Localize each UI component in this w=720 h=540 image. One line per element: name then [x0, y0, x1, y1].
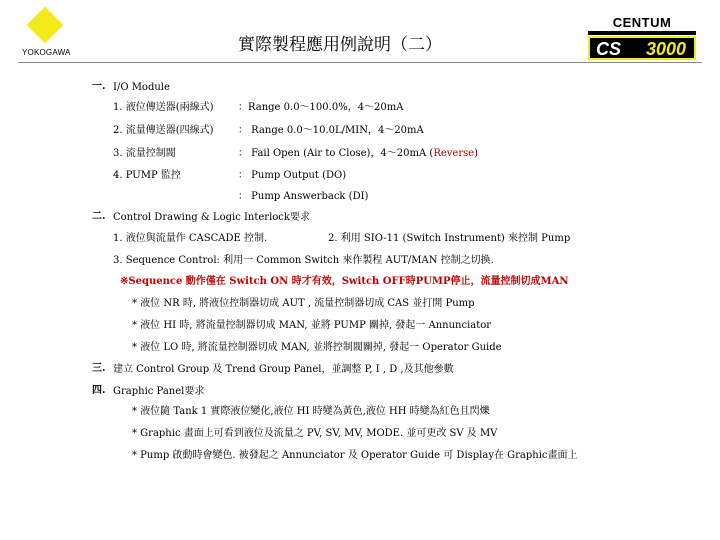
section2-bullet1: * 液位 NR 時, 將液位控制器切成 AUT , 流量控制器切成 CAS 並打開 Pump	[132, 298, 475, 309]
section1-item4-label: 4. PUMP 監控	[113, 170, 181, 181]
brand-bottom	[588, 36, 696, 60]
section1-title: I/O Module	[113, 82, 170, 93]
section1-item4-extra: ： Pump Answerback (DI)	[238, 191, 369, 202]
yokogawa-logo	[22, 10, 70, 58]
sequence-note: ※Sequence 動作僅在 Switch ON 時才有效，Switch OFF時PUMP停止，流量控制切成MAN	[120, 276, 569, 287]
reverse-text: Reverse	[433, 148, 475, 159]
section4-title: Graphic Panel要求	[113, 386, 205, 397]
section2-title: Control Drawing & Logic Interlock要求	[113, 212, 310, 223]
section1-number: 一.	[92, 81, 106, 92]
logo-diamond-icon	[27, 7, 64, 44]
brand-top-text: CENTUM	[612, 15, 672, 30]
section4-bullet2: * Graphic 畫面上可看到液位及流量之 PV, SV, MV, MODE. 並可更改 SV 及 MV	[132, 428, 498, 439]
section2-bullet3: * 液位 LO 時, 將流量控制器切成 MAN, 並將控制閥關掉, 發起一 Operator Guide	[132, 342, 502, 353]
section1-item3-desc: ： Fail Open (Air to Close)，4～20mA (	[238, 148, 434, 159]
brand-cs-text: CS	[596, 39, 622, 59]
section1-item4-desc: ： Pump Output (DO)	[238, 170, 347, 181]
section3-title: 建立 Control Group 及 Trend Group Panel，並調整 P, I , D ,及其他參數	[113, 364, 454, 375]
section4-number: 四.	[92, 385, 106, 396]
section2-line2: 3. Sequence Control: 利用一 Common Switch 來作製程 AUT/MAN 控制之切換.	[113, 255, 494, 266]
company-name: YOKOGAWA	[22, 48, 71, 57]
section1-item3-label: 3. 流量控制閥	[113, 148, 176, 159]
section1-item1-desc: ：Range 0.0～100.0%，4～20mA	[238, 102, 404, 113]
section4-bullet3: * Pump 啟動時會變色. 被發起之 Annunciator 及 Operator Guide 可 Display在 Graphic畫面上	[132, 450, 578, 461]
section3-number: 三.	[92, 363, 106, 374]
section1-item2-label: 2. 流量傳送器(四線式)	[113, 125, 214, 136]
section2-line1a: 1. 液位與流量作 CASCADE 控制.	[113, 233, 268, 244]
brand-bar	[588, 31, 696, 35]
brand-number-text: 3000	[645, 39, 686, 59]
centum-logo	[588, 16, 696, 60]
section1-item2-desc: ： Range 0.0～10.0L/MIN，4～20mA	[238, 125, 424, 136]
section2-bullet2: * 液位 HI 時, 將流量控制器切成 MAN, 並將 PUMP 關掉, 發起一 Annunciator	[132, 320, 492, 331]
section1-item3-desc-end: )	[474, 148, 479, 159]
section2-line1b: 2. 利用 SIO-11 (Switch Instrument) 來控制 Pump	[328, 233, 571, 244]
page-title: 實際製程應用例說明（二）	[238, 35, 442, 55]
header-divider	[18, 62, 702, 63]
section2-number: 二.	[92, 211, 106, 222]
section1-item1-label: 1. 液位傳送器(兩線式)	[113, 102, 214, 113]
section1-item3-desc-line	[238, 147, 478, 160]
section4-bullet1: * 液位隨 Tank 1 實際液位變化,液位 HI 時變為黃色,液位 HH 時變為紅色且閃爍	[132, 406, 490, 417]
